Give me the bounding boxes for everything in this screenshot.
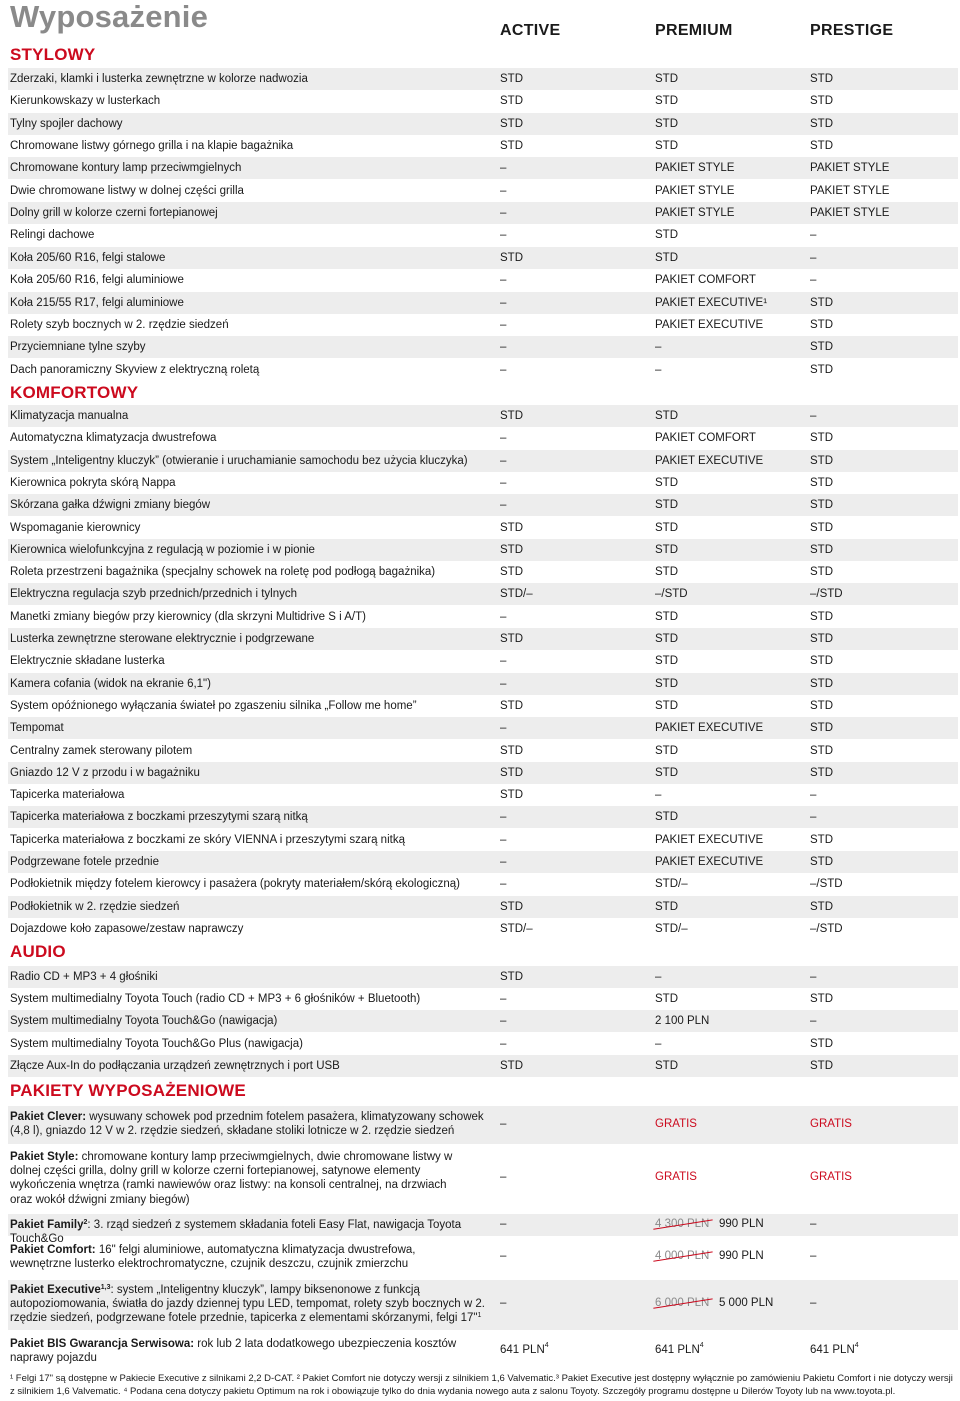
feature-label: Tylny spojler dachowy	[10, 117, 123, 130]
value-premium: PAKIET COMFORT	[655, 432, 756, 445]
table-row	[8, 359, 958, 381]
feature-label: Radio CD + MP3 + 4 głośniki	[10, 971, 158, 983]
new-price: 990 PLN	[718, 1218, 764, 1230]
feature-label: Koła 205/60 R16, felgi aluminiowe	[10, 274, 184, 287]
feature-label: Podłokietnik między fotelem kierowcy i pasażera (pokryty materiałem/skórą ekologiczną)	[10, 878, 460, 891]
value-premium: –	[655, 363, 662, 376]
value-prestige: STD	[810, 566, 833, 579]
feature-label: Kamera cofania (widok na ekranie 6,1")	[10, 677, 211, 690]
value-active: –	[500, 162, 507, 175]
value-active: STD	[500, 744, 523, 757]
table-row	[8, 806, 958, 828]
feature-label: Koła 205/60 R16, felgi stalowe	[10, 251, 166, 264]
table-row	[8, 561, 958, 583]
feature-label: Klimatyzacja manualna	[10, 410, 129, 422]
value-prestige: –/STD	[810, 878, 843, 891]
value-active: STD	[500, 410, 523, 422]
value-active: –	[500, 811, 507, 824]
value-premium: PAKIET STYLE	[655, 162, 735, 175]
feature-label: Relingi dachowe	[10, 229, 95, 242]
value-premium: STD	[655, 476, 678, 489]
footnote-line-2: z silnikiem 1,6 Valvematic. ⁴ Podana cena dotyczy pakietu Optimum na rok i obowiązuje tylko do dnia wydania nowego auta z salonu Toyoty. Szczegóły programu dostępne u Dilerów Toyoty lub na www.toyota.pl.	[10, 1386, 896, 1397]
table-row	[8, 517, 958, 539]
value-active: –	[500, 363, 507, 376]
table-row	[8, 695, 958, 717]
value-premium: STD/–	[655, 878, 688, 891]
table-row	[8, 1055, 958, 1077]
feature-label: Elektrycznie składane lusterka	[10, 655, 165, 668]
section-title-pakiety: PAKIETY WYPOSAŻENIOWE	[10, 1081, 246, 1100]
value-premium: STD	[655, 566, 678, 579]
value-prestige: PAKIET STYLE	[810, 184, 890, 197]
value-premium: STD	[655, 610, 678, 623]
value-active: STD	[500, 140, 523, 153]
value-active: –	[500, 1015, 507, 1028]
table-row	[8, 650, 958, 672]
value-prestige: PAKIET STYLE	[810, 162, 890, 175]
value-active: –	[500, 432, 507, 445]
value-active: –	[500, 341, 507, 354]
value-premium: STD	[655, 744, 678, 757]
old-price: 4 000 PLN	[655, 1250, 710, 1262]
value-premium: STD	[655, 229, 678, 242]
feature-label: Elektryczna regulacja szyb przednich/przednich i tylnych	[10, 588, 297, 601]
package-comfort-active: –	[500, 1250, 507, 1262]
value-premium: PAKIET EXECUTIVE	[655, 833, 764, 846]
page-title: Wyposażenie	[10, 0, 209, 34]
package-executive	[8, 1280, 958, 1330]
feature-label: Złącze Aux-In do podłączania urządzeń zewnętrznych i port USB	[10, 1059, 340, 1072]
new-price: 5 000 PLN	[718, 1297, 774, 1309]
feature-label: Dolny grill w kolorze czerni fortepianowej	[10, 207, 218, 220]
value-premium: –	[655, 971, 662, 983]
table-row	[8, 628, 958, 650]
value-premium: STD	[655, 766, 678, 779]
package-bis-desc: Pakiet BIS Gwarancja Serwisowa: rok lub 2 lata dodatkowego ubezpieczenia kosztów naprawy pojazdu	[10, 1338, 457, 1365]
feature-label: Dach panoramiczny Skyview z elektryczną roletą	[10, 363, 260, 376]
value-active: STD	[500, 117, 523, 130]
value-premium: 2 100 PLN	[655, 1015, 710, 1028]
value-premium: –	[655, 341, 662, 354]
feature-label: Manetki zmiany biegów przy kierownicy (dla skrzyni Multidrive S i A/T)	[10, 610, 366, 623]
value-premium: STD	[655, 543, 678, 556]
table-row	[8, 851, 958, 873]
package-style	[8, 1146, 958, 1210]
value-active: –	[500, 993, 507, 1006]
value-prestige: STD	[810, 766, 833, 779]
feature-label: Automatyczna klimatyzacja dwustrefowa	[10, 432, 217, 445]
table-row	[8, 180, 958, 202]
package-comfort-desc: Pakiet Comfort: 16" felgi aluminiowe, automatyczna klimatyzacja dwustrefowa, wewnętrzne lusterko elektrochromatyczne, czujnik deszczu, czujnik zmierzchu	[10, 1244, 416, 1271]
value-premium: STD	[655, 811, 678, 824]
value-active: STD	[500, 73, 523, 85]
package-clever-prestige: GRATIS	[810, 1118, 852, 1130]
value-prestige: STD	[810, 1059, 833, 1072]
table-row	[8, 405, 958, 427]
table-row	[8, 135, 958, 157]
package-family	[8, 1214, 958, 1246]
value-premium: PAKIET COMFORT	[655, 274, 756, 287]
feature-label: Roleta przestrzeni bagażnika (specjalny schowek na roletę pod podłogą bagażnika)	[10, 566, 436, 579]
value-active: STD/–	[500, 588, 533, 601]
value-prestige: –	[810, 251, 817, 264]
value-premium: STD	[655, 117, 678, 130]
feature-label: Lusterka zewnętrzne sterowane elektrycznie i podgrzewane	[10, 633, 315, 645]
value-premium: STD	[655, 677, 678, 690]
value-active: –	[500, 476, 507, 489]
value-premium: STD	[655, 95, 678, 108]
package-clever-premium: GRATIS	[655, 1118, 697, 1130]
table-row	[8, 472, 958, 494]
value-active: –	[500, 833, 507, 846]
table-row	[8, 427, 958, 449]
value-active: –	[500, 610, 507, 623]
package-comfort-prestige: –	[810, 1250, 817, 1262]
table-row	[8, 539, 958, 561]
feature-label: Chromowane kontury lamp przeciwmgielnych	[10, 162, 242, 175]
footnotes	[10, 1372, 955, 1398]
value-active: –	[500, 722, 507, 735]
value-active: –	[500, 454, 507, 467]
table-row	[8, 829, 958, 851]
value-active: STD	[500, 900, 523, 913]
value-prestige: –/STD	[810, 922, 843, 935]
value-premium: PAKIET STYLE	[655, 207, 735, 220]
value-prestige: STD	[810, 432, 833, 445]
value-active: STD	[500, 766, 523, 779]
table-row	[8, 784, 958, 806]
value-premium: PAKIET EXECUTIVE	[655, 454, 764, 467]
value-prestige: STD	[810, 117, 833, 130]
value-prestige: STD	[810, 993, 833, 1006]
value-prestige: STD	[810, 610, 833, 623]
value-premium: STD	[655, 1059, 678, 1072]
feature-label: Podgrzewane fotele przednie	[10, 856, 159, 868]
feature-label: Przyciemniane tylne szyby	[10, 341, 146, 354]
value-prestige: STD	[810, 900, 833, 913]
value-prestige: STD	[810, 677, 833, 690]
feature-label: Wspomaganie kierownicy	[10, 521, 141, 534]
feature-label: Dojazdowe koło zapasowe/zestaw naprawczy	[10, 922, 244, 935]
value-prestige: STD	[810, 296, 833, 309]
table-row	[8, 494, 958, 516]
feature-label: System multimedialny Toyota Touch&Go Plus (nawigacja)	[10, 1037, 303, 1050]
value-active: STD	[500, 1059, 523, 1072]
package-family-desc: Pakiet Family$^2$: 3. rząd siedzeń z systemem składania foteli Easy Flat, nawigacja Toyota Touch&Go	[10, 1219, 462, 1246]
value-active: STD	[500, 789, 523, 802]
value-prestige: PAKIET STYLE	[810, 207, 890, 220]
value-prestige: –	[810, 811, 817, 824]
value-prestige: –	[810, 274, 817, 287]
value-active: –	[500, 274, 507, 287]
table-row	[8, 224, 958, 246]
value-prestige: STD	[810, 722, 833, 735]
feature-label: Koła 215/55 R17, felgi aluminiowe	[10, 296, 184, 309]
value-active: –	[500, 207, 507, 220]
table-row	[8, 157, 958, 179]
feature-label: Dwie chromowane listwy w dolnej części grilla	[10, 184, 244, 197]
value-active: –	[500, 1037, 507, 1050]
feature-label: Tapicerka materiałowa z boczkami przeszytymi szarą nitką	[10, 811, 308, 824]
value-active: STD/–	[500, 922, 533, 935]
value-prestige: STD	[810, 95, 833, 108]
package-executive-desc: Pakiet Executive$^{1,3}$: system „Inteligentny kluczyk”, lampy biksenonowe z funkcją autopoziomowania, światła do jazdy dziennej typu LED, tempomat, rolety szyb bocznych w 2. rzędzie siedzeń, podgrzewane fotele przednie, tapicerka z elementami skórzanymi, felgi 17"$^1$	[10, 1284, 485, 1325]
value-prestige: STD	[810, 363, 833, 376]
table-row	[8, 717, 958, 739]
table-row	[8, 247, 958, 269]
table-row	[8, 762, 958, 784]
package-style-desc: Pakiet Style: chromowane kontury lamp przeciwmgielnych, dwie chromowane listwy w dolnej części grilla, dolny grill w kolorze czerni fortepianowej, satynowe elementy wykończenia wnętrza (ramki nawiewów oraz listwy: na konsoli centralnej, na drzwiach oraz wokół dźwigni zmiany biegów)	[10, 1151, 453, 1206]
value-active: –	[500, 878, 507, 891]
value-prestige: STD	[810, 499, 833, 512]
value-premium: STD/–	[655, 922, 688, 935]
value-active: STD	[500, 95, 523, 108]
table-row	[8, 292, 958, 314]
table-row	[8, 314, 958, 336]
table-row	[8, 90, 958, 112]
value-prestige: STD	[810, 699, 833, 712]
feature-label: Tempomat	[10, 722, 64, 735]
column-header-premium: PREMIUM	[655, 22, 733, 39]
feature-label: Centralny zamek sterowany pilotem	[10, 744, 193, 757]
package-family-prestige: –	[810, 1218, 817, 1230]
table-row	[8, 450, 958, 472]
value-prestige: STD	[810, 341, 833, 354]
package-bis-premium: 641 PLN$^4$	[655, 1342, 704, 1356]
value-premium: STD	[655, 633, 678, 645]
table-row	[8, 583, 958, 605]
value-prestige: –	[810, 971, 817, 983]
package-executive-prestige: –	[810, 1297, 817, 1309]
package-comfort-premium	[655, 1250, 764, 1262]
table-row	[8, 1010, 958, 1032]
value-active: –	[500, 856, 507, 868]
package-executive-active: –	[500, 1297, 507, 1309]
value-premium: STD	[655, 410, 678, 422]
feature-label: Skórzana gałka dźwigni zmiany biegów	[10, 499, 211, 512]
value-prestige: STD	[810, 73, 833, 85]
table-row	[8, 896, 958, 918]
section-title-stylowy: STYLOWY	[10, 45, 96, 64]
value-prestige: STD	[810, 543, 833, 556]
value-prestige: STD	[810, 454, 833, 467]
footnote-line-1: ¹ Felgi 17" są dostępne w Pakiecie Executive z silnikami 2,2 D-CAT. ² Pakiet Comfort nie dotyczy wersji z silnikiem 1,6 Valvematic.³ Pakiet Executive jest dostępny wyłącznie po zamówieniu Pakietu Comfort i nie dotyczy wersji	[10, 1373, 953, 1384]
section-title-audio: AUDIO	[10, 942, 66, 961]
value-premium: STD	[655, 73, 678, 85]
value-premium: –/STD	[655, 588, 688, 601]
value-active: –	[500, 499, 507, 512]
package-family-active: –	[500, 1218, 507, 1230]
value-prestige: STD	[810, 833, 833, 846]
value-prestige: STD	[810, 318, 833, 331]
value-prestige: STD	[810, 1037, 833, 1050]
table-row	[8, 113, 958, 135]
table-row	[8, 202, 958, 224]
section-title-komfortowy: KOMFORTOWY	[10, 383, 139, 402]
package-bis-active: 641 PLN$^4$	[500, 1342, 549, 1356]
value-prestige: STD	[810, 655, 833, 668]
value-active: STD	[500, 699, 523, 712]
value-premium: STD	[655, 699, 678, 712]
package-bis-prestige: 641 PLN$^4$	[810, 1342, 859, 1356]
value-premium: STD	[655, 521, 678, 534]
package-comfort	[8, 1240, 958, 1276]
value-premium: STD	[655, 499, 678, 512]
table-row	[8, 336, 958, 358]
value-prestige: STD	[810, 140, 833, 153]
value-prestige: STD	[810, 744, 833, 757]
feature-label: System „Inteligentny kluczyk” (otwieranie i uruchamianie samochodu bez użycia kluczyka)	[10, 454, 468, 467]
package-bis	[8, 1334, 958, 1368]
package-clever-active: –	[500, 1118, 507, 1130]
value-active: –	[500, 184, 507, 197]
value-prestige: STD	[810, 633, 833, 645]
table-row	[8, 740, 958, 762]
value-premium: PAKIET STYLE	[655, 184, 735, 197]
value-prestige: –	[810, 789, 817, 802]
value-active: –	[500, 296, 507, 309]
value-premium: PAKIET EXECUTIVE	[655, 856, 764, 868]
table-row	[8, 269, 958, 291]
value-active: STD	[500, 251, 523, 264]
value-prestige: –	[810, 1015, 817, 1028]
value-premium: –	[655, 789, 662, 802]
value-premium: STD	[655, 655, 678, 668]
value-active: STD	[500, 521, 523, 534]
value-active: STD	[500, 971, 523, 983]
old-price: 6 000 PLN	[655, 1297, 710, 1309]
column-header-prestige: PRESTIGE	[810, 22, 894, 39]
table-row	[8, 673, 958, 695]
feature-label: System multimedialny Toyota Touch&Go (nawigacja)	[10, 1015, 278, 1028]
value-active: –	[500, 677, 507, 690]
column-header-active: ACTIVE	[500, 22, 561, 39]
feature-label: Tapicerka materiałowa z boczkami ze skóry VIENNA i przeszytymi szarą nitką	[10, 833, 405, 846]
feature-label: Podłokietnik w 2. rzędzie siedzeń	[10, 900, 180, 913]
package-style-prestige: GRATIS	[810, 1171, 852, 1183]
value-prestige: –/STD	[810, 588, 843, 601]
feature-label: Gniazdo 12 V z przodu i w bagażniku	[10, 766, 200, 779]
value-prestige: –	[810, 410, 817, 422]
value-premium: STD	[655, 140, 678, 153]
package-executive-premium	[655, 1297, 773, 1309]
table-row	[8, 873, 958, 895]
feature-label: Chromowane listwy górnego grilla i na klapie bagażnika	[10, 140, 294, 153]
value-prestige: STD	[810, 521, 833, 534]
table-row	[8, 988, 958, 1010]
table-row	[8, 1033, 958, 1055]
package-family-premium	[655, 1218, 764, 1230]
feature-label: Kierownica wielofunkcyjna z regulacją w poziomie i w pionie	[10, 543, 315, 556]
package-style-active: –	[500, 1171, 507, 1183]
table-row	[8, 966, 958, 988]
value-prestige: STD	[810, 856, 833, 868]
value-active: STD	[500, 566, 523, 579]
feature-label: Rolety szyb bocznych w 2. rzędzie siedzeń	[10, 318, 229, 331]
table-row	[8, 68, 958, 90]
table-row	[8, 606, 958, 628]
value-active: –	[500, 655, 507, 668]
value-active: –	[500, 229, 507, 242]
old-price: 4 300 PLN	[655, 1218, 710, 1230]
value-active: –	[500, 318, 507, 331]
value-premium: STD	[655, 900, 678, 913]
value-premium: –	[655, 1037, 662, 1050]
value-premium: PAKIET EXECUTIVE	[655, 318, 764, 331]
value-active: STD	[500, 633, 523, 645]
table-row	[8, 918, 958, 940]
feature-label: System opóźnionego wyłączania świateł po zgaszeniu silnika „Follow me home”	[10, 699, 417, 712]
package-clever-desc: Pakiet Clever: wysuwany schowek pod przednim fotelem pasażera, klimatyzowany schowek (4,8 l), gniazdo 12 V w 2. rzędzie siedzeń, składane stoliki lotnicze w 2. rzędzie siedzeń	[10, 1111, 484, 1138]
value-premium: PAKIET EXECUTIVE¹	[655, 296, 768, 309]
feature-label: Tapicerka materiałowa	[10, 789, 125, 802]
new-price: 990 PLN	[718, 1250, 764, 1262]
value-prestige: STD	[810, 476, 833, 489]
feature-label: Kierunkowskazy w lusterkach	[10, 95, 161, 108]
feature-label: System multimedialny Toyota Touch (radio CD + MP3 + 6 głośników + Bluetooth)	[10, 993, 421, 1006]
package-style-premium: GRATIS	[655, 1171, 697, 1183]
value-active: STD	[500, 543, 523, 556]
value-premium: STD	[655, 993, 678, 1006]
value-premium: PAKIET EXECUTIVE	[655, 722, 764, 735]
value-prestige: –	[810, 229, 817, 242]
value-premium: STD	[655, 251, 678, 264]
feature-label: Zderzaki, klamki i lusterka zewnętrzne w kolorze nadwozia	[10, 73, 308, 85]
package-clever	[8, 1106, 958, 1144]
feature-label: Kierownica pokryta skórą Nappa	[10, 476, 176, 489]
